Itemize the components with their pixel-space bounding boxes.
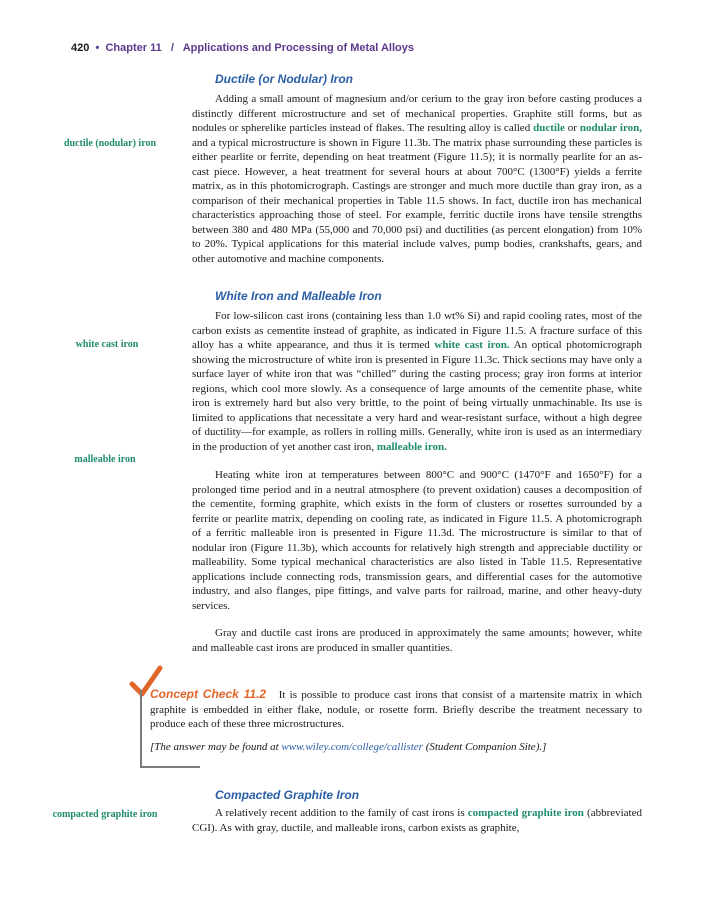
margin-term-ductile-iron: ductile (nodular) iron bbox=[63, 138, 157, 149]
chapter-title: Applications and Processing of Metal Alloys bbox=[182, 42, 414, 54]
paragraph-malleable-iron: Heating white iron at temperatures between 800°C and 900°C (1470°F and 1650°F) for a prolonged time period and in a neutral atmosphere (to prevent oxidation) causes a decomposition of the cementite, forming graphite, which exists in the form of clusters or rosettes surrounded by a ferrite or pearlite matrix, depending on cooling rate, as indicated in Figure 11.5. A photomicrograph of a ferritic malleable iron is presented in Figure 11.3d. The microstructure is similar to that of nodular iron (Figure 11.3b), which accounts for relatively high strength and appreciable ductility or malleability. Some typical mechanical characteristics are also listed in Table 11.5. Representative applications include connecting rods, transmission gears, and differential cases for the automotive industry, and also flanges, pipe fittings, and valve parts for railroad, marine, and other heavy-duty services. bbox=[192, 469, 642, 612]
concept-check-rule-vertical bbox=[140, 690, 142, 766]
paragraph-ductile-iron: Adding a small amount of magnesium and/or cerium to the gray iron before casting produces a distinctly different microstructure and set of mechanical properties. Graphite still forms, but as nodules or spherelike particles instead of flakes. The resulting alloy is called ductile or nodular iron, and a typical microstructure is shown in Figure 11.3b. The matrix phase surrounding these particles is either pearlite or ferrite, depending on heat treatment (Figure 11.5); it is normally pearlite for an as-cast piece. However, a heat treatment for several hours at about 700°C (1300°F) yields a ferrite matrix, as in this photomicrograph. Castings are stronger and much more ductile than gray iron, as a comparison of their mechanical properties in Table 11.5 shows. In fact, ductile iron has mechanical characteristics approaching those of steel. For example, ferritic ductile irons have tensile strengths between 380 and 480 MPa (55,000 and 70,000 psi) and ductilities (as percent elongation) from 10% to 20%. Typical applications for this material include valves, pump bodies, crankshafts, gears, and other automotive and machine components. bbox=[192, 93, 643, 265]
paragraph-production-amounts: Gray and ductile cast irons are produced in approximately the same amounts; however, white and malleable cast irons are produced in smaller quantities. bbox=[192, 627, 642, 654]
heading-ductile-iron: Ductile (or Nodular) Iron bbox=[215, 72, 353, 86]
margin-term-white-cast-iron: white cast iron bbox=[75, 339, 139, 350]
concept-check-question: Concept Check 11.2 It is possible to produce cast irons that consist of a martensite matrix in which graphite is embedded in either flake, nodule, or rosette form. Briefly describe the treatment necessary to produce each of these three microstructures. bbox=[150, 687, 643, 730]
glossary-term-nodular-iron: nodular iron, bbox=[579, 122, 643, 134]
glossary-term-white-cast-iron: white cast iron. bbox=[434, 339, 510, 351]
header-bullet: • bbox=[95, 42, 100, 54]
heading-white-iron: White Iron and Malleable Iron bbox=[215, 289, 382, 303]
heading-compacted-graphite-iron: Compacted Graphite Iron bbox=[215, 788, 360, 802]
companion-site-link[interactable]: www.wiley.com/college/callister bbox=[281, 741, 423, 753]
concept-check-title: Concept Check 11.2 bbox=[150, 687, 267, 701]
glossary-term-compacted-graphite-iron: compacted graphite iron bbox=[467, 807, 584, 819]
paragraph-compacted-graphite-iron: A relatively recent addition to the family of cast irons is compacted graphite iron (abbreviated CGI). As with gray, ductile, and malleable irons, carbon exists as graphite, bbox=[192, 807, 642, 834]
margin-term-malleable-iron: malleable iron bbox=[74, 454, 136, 465]
concept-check-answer: [The answer may be found at www.wiley.com/college/callister (Student Companion Site).] bbox=[150, 741, 547, 753]
chapter-label: Chapter 11 bbox=[105, 42, 162, 54]
margin-term-compacted-graphite-iron: compacted graphite iron bbox=[52, 809, 158, 820]
running-header bbox=[71, 42, 414, 54]
header-slash: / bbox=[170, 42, 174, 54]
concept-check-rule-horizontal bbox=[140, 766, 200, 768]
glossary-term-malleable-iron: malleable iron. bbox=[376, 440, 447, 453]
paragraph-white-iron: For low-silicon cast irons (containing less than 1.0 wt% Si) and rapid cooling rates, most of the carbon exists as cementite instead of graphite, as indicated in Figure 11.5. A fracture surface of this alloy has a white appearance, and thus it is termed white cast iron. An optical photomicrograph showing the microstructure of white iron is presented in Figure 11.3c. Thick sections may have only a surface layer of white iron that was “chilled” during the casting process; gray iron forms at interior regions, which cool more slowly. As a consequence of large amounts of the cementite phase, white iron is extremely hard but also very brittle, to the point of being virtually unmachinable. Its use is limited to applications that necessitate a very hard and wear-resistant surface, without a high degree of ductility—for example, as rollers in rolling mills. Generally, white iron is used as an intermediary in the production of yet another cast iron, malleable iron. bbox=[192, 310, 642, 453]
glossary-term-ductile: ductile bbox=[533, 122, 565, 134]
page-number: 420 bbox=[71, 42, 90, 54]
